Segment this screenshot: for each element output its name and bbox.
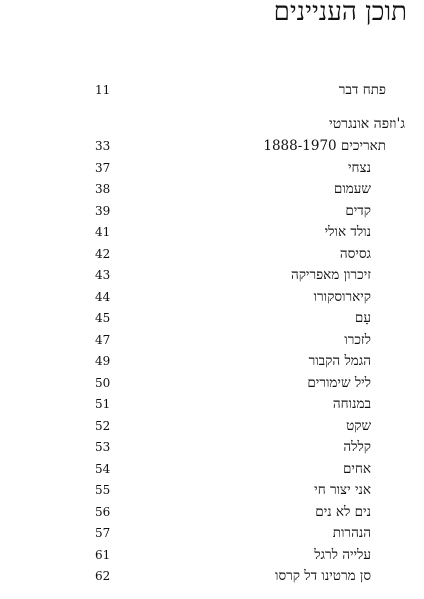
- toc-entry[interactable]: [0, 502, 424, 522]
- toc-entry[interactable]: [0, 566, 424, 586]
- toc-entry[interactable]: [0, 480, 424, 500]
- toc-entry-text: במנוחה: [332, 396, 371, 412]
- toc-page-number: 44: [95, 289, 111, 304]
- toc-entry[interactable]: [0, 330, 424, 350]
- toc-entry[interactable]: [0, 179, 424, 199]
- toc-entry-text: שעמום: [333, 181, 371, 197]
- toc-entry[interactable]: [0, 394, 424, 414]
- toc-entry-text: לזכרו: [344, 331, 371, 348]
- toc-page-number: 53: [95, 440, 111, 454]
- toc-page-number: 42: [95, 246, 111, 261]
- toc-entry[interactable]: [0, 308, 424, 328]
- toc-page-number: 11: [95, 83, 111, 97]
- toc-entry[interactable]: [0, 351, 424, 371]
- toc-entry-text: אני יצור חי: [314, 482, 371, 498]
- toc-entry-preface[interactable]: [0, 80, 424, 100]
- section-heading-text: ג'וזפה אונגרטי: [329, 116, 405, 132]
- toc-entry[interactable]: [0, 416, 424, 436]
- toc-entry[interactable]: [0, 287, 424, 307]
- toc-entry-text: הנהרות: [332, 525, 371, 541]
- toc-entry[interactable]: [0, 136, 424, 156]
- toc-page-number: 37: [95, 160, 111, 175]
- toc-entry-text: אחים: [342, 460, 371, 477]
- toc-entry-text: פתח דבר: [338, 82, 386, 98]
- toc-entry[interactable]: [0, 523, 424, 543]
- toc-entry[interactable]: [0, 201, 424, 221]
- toc-page-number: 39: [95, 203, 111, 218]
- toc-page-number: 56: [95, 504, 111, 519]
- toc-entry-text: סן מרטינו דל קרסו: [275, 568, 371, 584]
- toc-entry-text: נצחי: [348, 159, 371, 176]
- toc-page-number: 41: [95, 225, 111, 239]
- toc-entry-text: הגמל הקבור: [308, 353, 371, 369]
- toc-entry[interactable]: [0, 459, 424, 479]
- toc-page-number: 38: [95, 182, 111, 196]
- toc-page-number: 55: [95, 483, 111, 497]
- page-title: תוכן העניינים: [273, 0, 407, 27]
- toc-page-number: 51: [95, 397, 111, 411]
- toc-entry-text: ליל שימורים: [307, 374, 371, 391]
- toc-page-number: 33: [95, 139, 111, 153]
- toc-page-number: 47: [95, 332, 111, 347]
- toc-entry-text: קללה: [343, 439, 371, 455]
- toc-entry-text: זיכרון מאפריקה: [290, 267, 371, 283]
- toc-entry-text: קדים: [345, 202, 371, 219]
- toc-entry-text: שקט: [346, 417, 371, 434]
- toc-entry[interactable]: [0, 437, 424, 457]
- toc-entry-text: קיארוסקורו: [313, 288, 371, 305]
- toc-entry[interactable]: [0, 545, 424, 565]
- toc-section-heading: [0, 114, 424, 134]
- toc-page-number: 45: [95, 311, 111, 325]
- toc-entry[interactable]: [0, 373, 424, 393]
- toc-page-number: 54: [95, 461, 111, 476]
- toc-entry[interactable]: [0, 244, 424, 264]
- toc-entry[interactable]: [0, 222, 424, 242]
- toc-entry-text: עָם: [354, 310, 371, 326]
- toc-entry-text: עלייה לרגל: [314, 546, 371, 563]
- toc-entry-text: גסיסה: [339, 245, 371, 262]
- toc-entry[interactable]: [0, 265, 424, 285]
- toc-entry[interactable]: [0, 158, 424, 178]
- toc-page-number: 52: [95, 418, 111, 433]
- toc-page-number: 43: [95, 268, 111, 282]
- toc-page-number: 50: [95, 375, 111, 390]
- toc-page-number: 49: [95, 354, 111, 368]
- toc-entry-text: נולד אולי: [324, 224, 371, 240]
- toc-page-number: 57: [95, 526, 111, 540]
- toc-entry-text: נים לא נים: [315, 503, 371, 520]
- toc-page-number: 62: [95, 569, 111, 583]
- toc-page-number: 61: [95, 547, 111, 562]
- toc-entry-text: תאריכים 1888-1970: [263, 138, 386, 154]
